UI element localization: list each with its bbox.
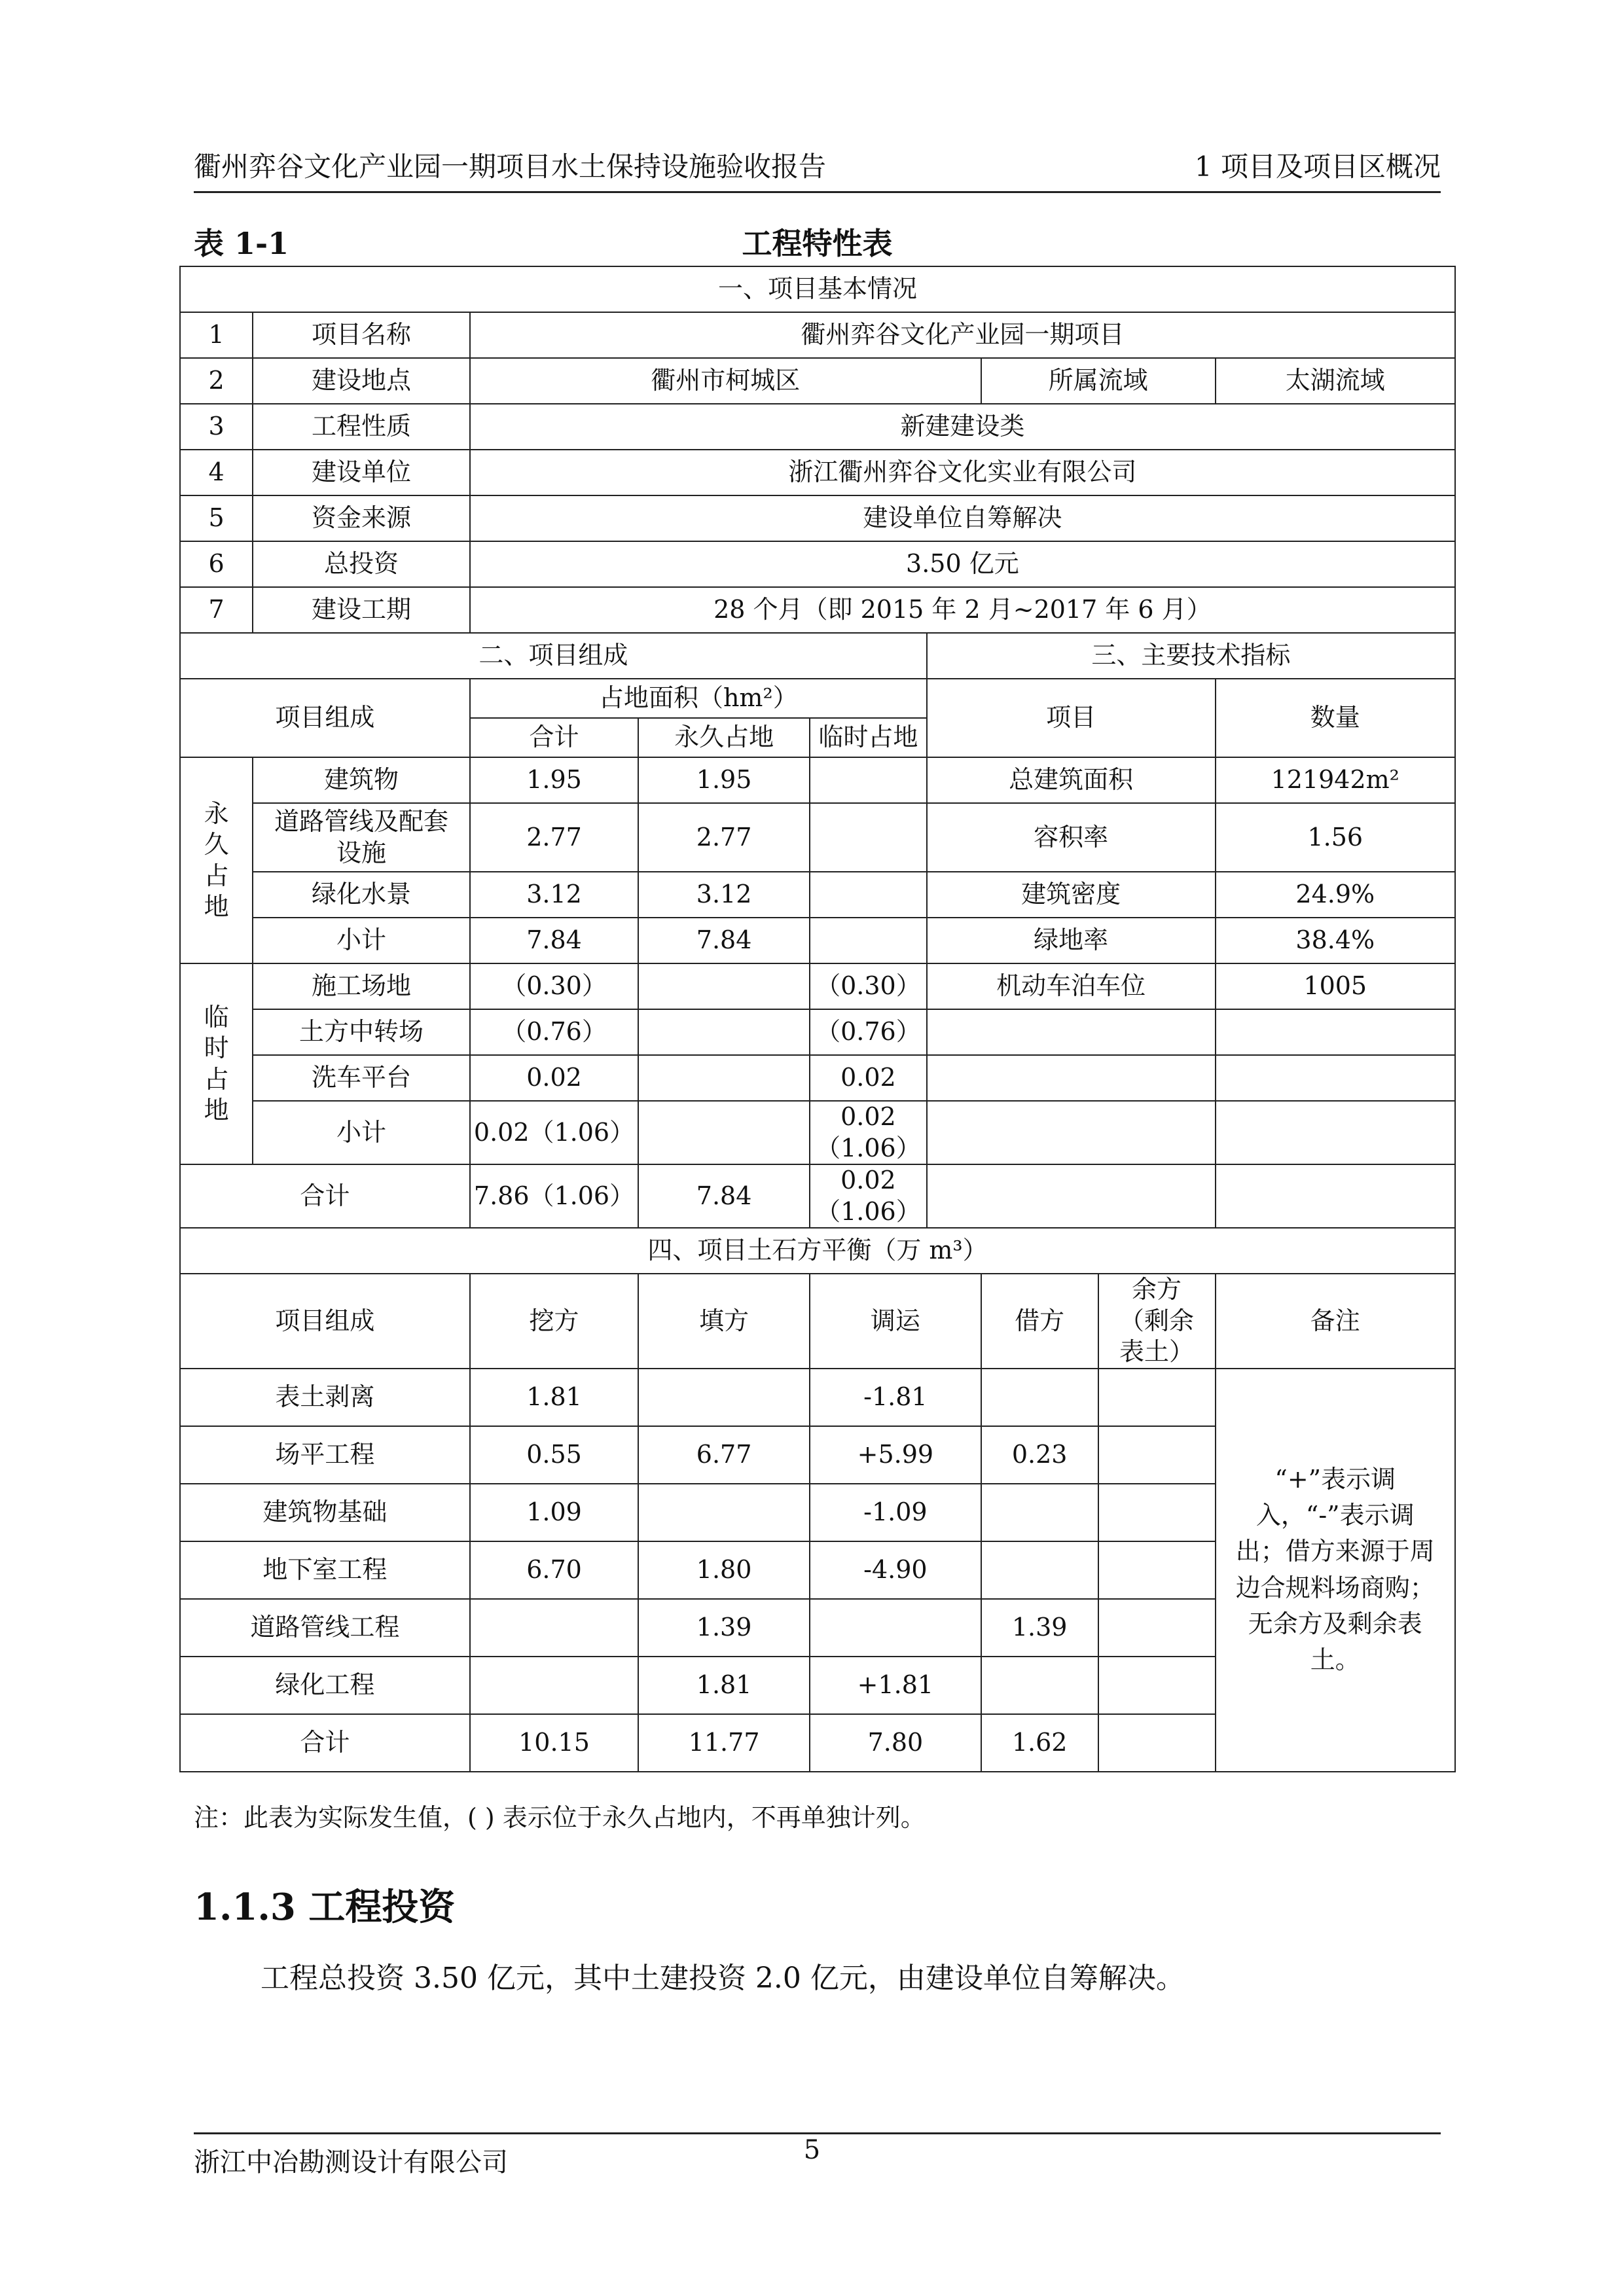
earth-surplus — [1098, 1714, 1216, 1772]
tech-item — [927, 1009, 1216, 1055]
tech-qty — [1216, 1009, 1456, 1055]
row-no: 7 — [180, 587, 253, 633]
footer-divider — [194, 2132, 1441, 2134]
comp-total: 0.02（1.06） — [470, 1101, 638, 1164]
earth-borrow — [981, 1541, 1098, 1599]
comp-total: 1.95 — [470, 757, 638, 803]
header-land-area: 占地面积（hm²） — [470, 679, 927, 718]
earth-fill — [638, 1484, 810, 1541]
row-label: 建设单位 — [253, 450, 470, 495]
table-title: 工程特性表 — [742, 226, 893, 261]
body-paragraph: 工程总投资 3.50 亿元，其中土建投资 2.0 亿元，由建设单位自筹解决。 — [261, 1962, 1185, 1995]
comp-perm — [638, 1055, 810, 1101]
earth-item: 合计 — [180, 1714, 470, 1772]
comp-total: （0.30） — [470, 963, 638, 1009]
comp-total: 7.84 — [470, 918, 638, 963]
tech-item — [927, 1055, 1216, 1101]
earth-header-cut: 挖方 — [470, 1274, 638, 1369]
earth-header-transfer: 调运 — [810, 1274, 981, 1369]
tech-item: 机动车泊车位 — [927, 963, 1216, 1009]
earth-transfer: -4.90 — [810, 1541, 981, 1599]
earth-borrow: 0.23 — [981, 1426, 1098, 1484]
tech-qty — [1216, 1164, 1456, 1228]
earth-fill: 1.39 — [638, 1599, 810, 1657]
earth-cut: 1.09 — [470, 1484, 638, 1541]
comp-name: 道路管线及配套设施 — [253, 803, 470, 872]
earth-cut: 0.55 — [470, 1426, 638, 1484]
header-divider — [194, 191, 1441, 193]
tech-qty: 24.9% — [1216, 872, 1456, 918]
tech-qty: 38.4% — [1216, 918, 1456, 963]
earth-transfer: +5.99 — [810, 1426, 981, 1484]
comp-total: （0.76） — [470, 1009, 638, 1055]
comp-total: 3.12 — [470, 872, 638, 918]
group-permanent: 永久占地 — [180, 757, 253, 963]
row-label: 建设地点 — [253, 358, 470, 404]
row-label: 建设工期 — [253, 587, 470, 633]
comp-perm: 1.95 — [638, 757, 810, 803]
earth-cut: 1.81 — [470, 1369, 638, 1426]
section-basic-info: 一、项目基本情况 — [180, 266, 1455, 312]
comp-temp: 0.02（1.06） — [810, 1164, 927, 1228]
earth-fill: 1.81 — [638, 1657, 810, 1714]
earth-header-borrow: 借方 — [981, 1274, 1098, 1369]
earth-surplus — [1098, 1541, 1216, 1599]
header-permanent: 永久占地 — [638, 718, 810, 757]
row-label: 资金来源 — [253, 495, 470, 541]
comp-temp — [810, 918, 927, 963]
tech-item: 容积率 — [927, 803, 1216, 872]
comp-temp: （0.30） — [810, 963, 927, 1009]
row-no: 2 — [180, 358, 253, 404]
tech-qty — [1216, 1055, 1456, 1101]
watershed-value: 太湖流域 — [1216, 358, 1456, 404]
tech-qty: 121942m² — [1216, 757, 1456, 803]
group-temporary: 临时占地 — [180, 963, 253, 1164]
row-no: 1 — [180, 312, 253, 358]
earth-borrow: 1.39 — [981, 1599, 1098, 1657]
row-no: 5 — [180, 495, 253, 541]
comp-temp: 0.02（1.06） — [810, 1101, 927, 1164]
tech-item — [927, 1101, 1216, 1164]
earth-cut — [470, 1599, 638, 1657]
section-heading: 1.1.3 工程投资 — [194, 1886, 456, 1929]
row-label: 工程性质 — [253, 404, 470, 450]
earth-fill — [638, 1369, 810, 1426]
comp-name: 小计 — [253, 1101, 470, 1164]
earth-cut — [470, 1657, 638, 1714]
comp-name: 小计 — [253, 918, 470, 963]
section-earthwork: 四、项目土石方平衡（万 m³） — [180, 1228, 1455, 1274]
earth-transfer: -1.09 — [810, 1484, 981, 1541]
header-composition: 项目组成 — [180, 679, 470, 757]
tech-item: 总建筑面积 — [927, 757, 1216, 803]
earth-surplus — [1098, 1599, 1216, 1657]
earth-fill: 11.77 — [638, 1714, 810, 1772]
row-label: 总投资 — [253, 541, 470, 587]
comp-name: 土方中转场 — [253, 1009, 470, 1055]
comp-perm — [638, 1009, 810, 1055]
tech-item: 建筑密度 — [927, 872, 1216, 918]
earth-item: 道路管线工程 — [180, 1599, 470, 1657]
earth-borrow: 1.62 — [981, 1714, 1098, 1772]
comp-total-label: 合计 — [180, 1164, 470, 1228]
earth-header-fill: 填方 — [638, 1274, 810, 1369]
comp-total: 7.86（1.06） — [470, 1164, 638, 1228]
row-value: 衢州市柯城区 — [470, 358, 981, 404]
running-header-title: 衢州弈谷文化产业园一期项目水土保持设施验收报告 — [194, 151, 827, 183]
comp-name: 建筑物 — [253, 757, 470, 803]
earth-transfer: 7.80 — [810, 1714, 981, 1772]
comp-perm — [638, 1101, 810, 1164]
earth-surplus — [1098, 1484, 1216, 1541]
tech-item — [927, 1164, 1216, 1228]
tech-item: 绿地率 — [927, 918, 1216, 963]
comp-temp — [810, 803, 927, 872]
comp-perm: 2.77 — [638, 803, 810, 872]
comp-total: 2.77 — [470, 803, 638, 872]
row-value: 建设单位自筹解决 — [470, 495, 1455, 541]
comp-temp: （0.76） — [810, 1009, 927, 1055]
comp-perm — [638, 963, 810, 1009]
project-characteristics-table — [179, 266, 1456, 1772]
row-value: 3.50 亿元 — [470, 541, 1455, 587]
row-label: 项目名称 — [253, 312, 470, 358]
tech-qty — [1216, 1101, 1456, 1164]
table-number: 表 1-1 — [194, 226, 289, 261]
comp-temp — [810, 757, 927, 803]
earth-remark: “+”表示调入，“-”表示调出；借方来源于周边合规料场商购；无余方及剩余表土。 — [1216, 1369, 1456, 1772]
row-no: 6 — [180, 541, 253, 587]
comp-temp: 0.02 — [810, 1055, 927, 1101]
earth-header-surplus: 余方（剩余表土） — [1098, 1274, 1216, 1369]
earth-header-remark: 备注 — [1216, 1274, 1456, 1369]
earth-borrow — [981, 1484, 1098, 1541]
comp-total: 0.02 — [470, 1055, 638, 1101]
footer-company: 浙江中冶勘测设计有限公司 — [194, 2147, 508, 2178]
earth-transfer: -1.81 — [810, 1369, 981, 1426]
running-header-chapter: 1 项目及项目区概况 — [1194, 151, 1441, 183]
earth-surplus — [1098, 1369, 1216, 1426]
comp-perm: 3.12 — [638, 872, 810, 918]
page-number: 5 — [803, 2135, 821, 2165]
comp-temp — [810, 872, 927, 918]
earth-fill: 6.77 — [638, 1426, 810, 1484]
earth-surplus — [1098, 1657, 1216, 1714]
header-total: 合计 — [470, 718, 638, 757]
row-value: 衢州弈谷文化产业园一期项目 — [470, 312, 1455, 358]
earth-fill: 1.80 — [638, 1541, 810, 1599]
earth-transfer: +1.81 — [810, 1657, 981, 1714]
header-tech-qty: 数量 — [1216, 679, 1456, 757]
row-value: 浙江衢州弈谷文化实业有限公司 — [470, 450, 1455, 495]
tech-qty: 1.56 — [1216, 803, 1456, 872]
earth-item: 建筑物基础 — [180, 1484, 470, 1541]
earth-item: 绿化工程 — [180, 1657, 470, 1714]
table-note: 注：此表为实际发生值，( ) 表示位于永久占地内，不再单独计列。 — [194, 1803, 926, 1832]
section-composition: 二、项目组成 — [180, 633, 927, 679]
row-value: 新建建设类 — [470, 404, 1455, 450]
comp-perm: 7.84 — [638, 918, 810, 963]
earth-header-item: 项目组成 — [180, 1274, 470, 1369]
earth-borrow — [981, 1369, 1098, 1426]
earth-surplus — [1098, 1426, 1216, 1484]
watershed-label: 所属流域 — [981, 358, 1216, 404]
earth-item: 表土剥离 — [180, 1369, 470, 1426]
comp-perm: 7.84 — [638, 1164, 810, 1228]
comp-name: 绿化水景 — [253, 872, 470, 918]
earth-item: 场平工程 — [180, 1426, 470, 1484]
earth-cut: 6.70 — [470, 1541, 638, 1599]
earth-borrow — [981, 1657, 1098, 1714]
tech-qty: 1005 — [1216, 963, 1456, 1009]
comp-name: 施工场地 — [253, 963, 470, 1009]
header-tech-item: 项目 — [927, 679, 1216, 757]
earth-transfer — [810, 1599, 981, 1657]
earth-cut: 10.15 — [470, 1714, 638, 1772]
row-value: 28 个月（即 2015 年 2 月~2017 年 6 月） — [470, 587, 1455, 633]
section-tech-indicators: 三、主要技术指标 — [927, 633, 1455, 679]
header-temporary: 临时占地 — [810, 718, 927, 757]
comp-name: 洗车平台 — [253, 1055, 470, 1101]
row-no: 3 — [180, 404, 253, 450]
earth-item: 地下室工程 — [180, 1541, 470, 1599]
row-no: 4 — [180, 450, 253, 495]
